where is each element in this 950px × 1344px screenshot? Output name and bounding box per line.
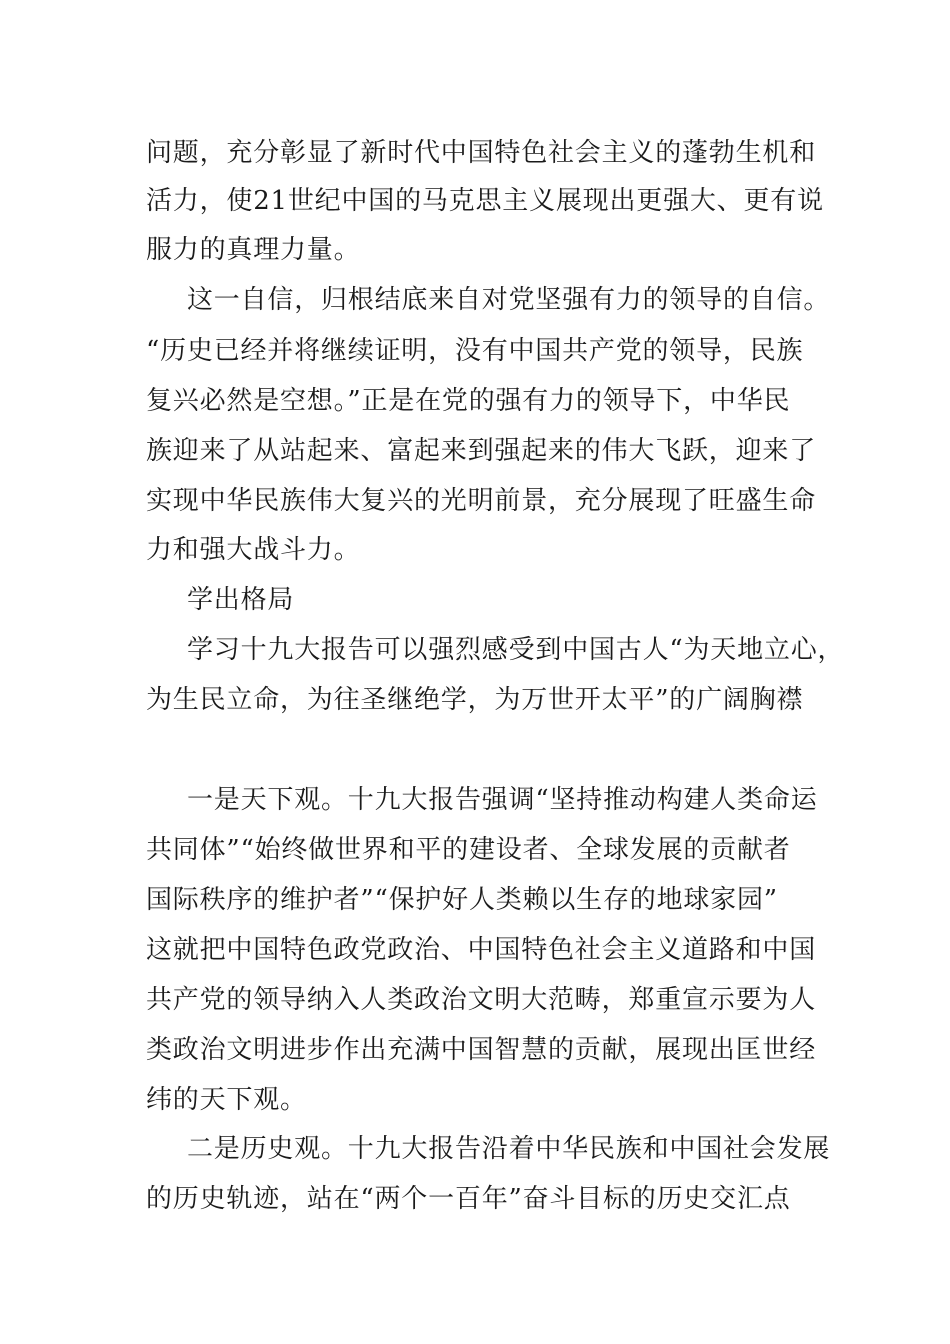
text-line: 服力的真理力量。: [146, 235, 361, 265]
text-line: “历史已经并将继续证明，没有中国共产党的领导，民族: [146, 336, 804, 366]
text-line: 这就把中国特色政党政治、中国特色社会主义道路和中国: [146, 935, 817, 965]
text-line: 类政治文明进步作出充满中国智慧的贡献，展现出匡世经: [146, 1035, 817, 1065]
section-heading: 学出格局: [187, 585, 295, 615]
paragraph-start-line: 这一自信，归根结底来自对党坚强有力的领导的自信。: [187, 285, 831, 315]
text-line: 活力，使21世纪中国的马克思主义展现出更强大、更有说: [146, 186, 824, 216]
text-line: 复兴必然是空想。”正是在党的强有力的领导下，中华民: [146, 386, 791, 416]
text-line: 的历史轨迹，站在“两个一百年”奋斗目标的历史交汇点: [146, 1184, 791, 1214]
text-line: 为生民立命，为往圣继绝学，为万世开太平”的广阔胸襟: [146, 685, 804, 715]
text-line: 共同体”“始终做世界和平的建设者、全球发展的贡献者: [146, 835, 791, 865]
text-line: 纬的天下观。: [146, 1085, 307, 1115]
text-line: 共产党的领导纳入人类政治文明大范畴，郑重宣示要为人: [146, 985, 817, 1015]
text-line: 问题，充分彰显了新时代中国特色社会主义的蓬勃生机和: [146, 138, 817, 168]
text-line: 国际秩序的维护者”“保护好人类赖以生存的地球家园”: [146, 885, 778, 915]
paragraph-start-line: 学习十九大报告可以强烈感受到中国古人“为天地立心，: [187, 635, 845, 665]
paragraph-start-line: 二是历史观。十九大报告沿着中华民族和中国社会发展: [187, 1134, 831, 1164]
text-line: 实现中华民族伟大复兴的光明前景，充分展现了旺盛生命: [146, 486, 817, 516]
text-line: 族迎来了从站起来、富起来到强起来的伟大飞跃，迎来了: [146, 436, 817, 466]
text-line: 力和强大战斗力。: [146, 535, 361, 565]
paragraph-start-line: 一是天下观。十九大报告强调“坚持推动构建人类命运: [187, 785, 818, 815]
